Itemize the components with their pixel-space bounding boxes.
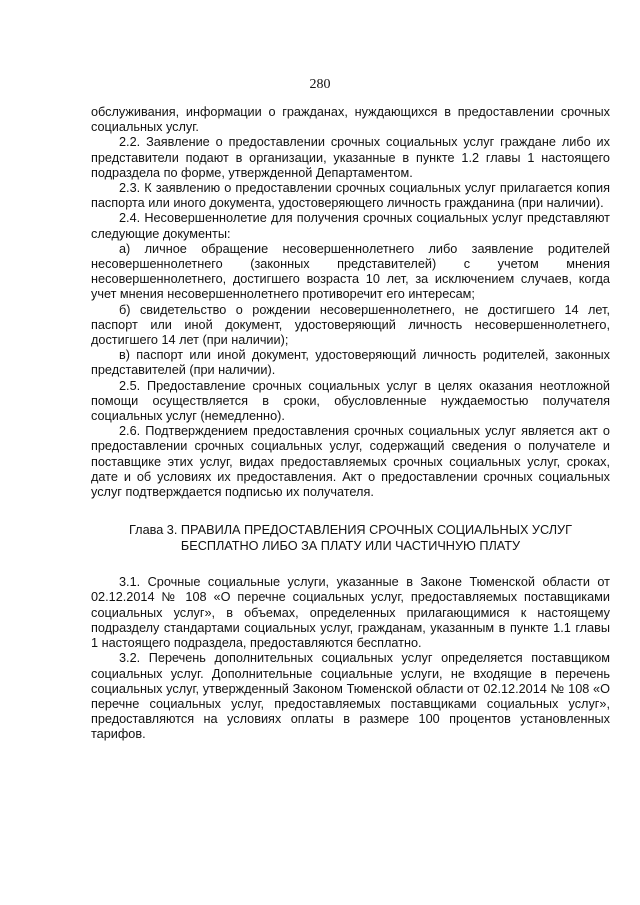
- chapter-heading-line-1: Глава 3. ПРАВИЛА ПРЕДОСТАВЛЕНИЯ СРОЧНЫХ СОЦИАЛЬНЫХ УСЛУГ: [129, 523, 572, 538]
- paragraph-2-5: 2.5. Предоставление срочных социальных услуг в целях оказания неотложной помощи осуществляется в сроки, обусловленные нуждаемостью получателя социальных услуг (немедленно).: [91, 378, 610, 424]
- document-body: [91, 105, 610, 743]
- paragraph-2-2: 2.2. Заявление о предоставлении срочных социальных услуг граждане либо их представители подают в организации, указанные в пункте 1.2 главы 1 настоящего подраздела по форме, утвержденной Департаментом.: [91, 135, 610, 180]
- paragraph-3-1: 3.1. Срочные социальные услуги, указанные в Законе Тюменской области от 02.12.2014 № 108 «О перечне социальных услуг, предоставляемых поставщиками социальных услуг», в объемах, определенных прилагающимися к настоящему подразделу стандартами социальных услуг, гражданам, указанным в пункте 1.1 главы 1 настоящего подраздела, предоставляются бесплатно.: [91, 575, 610, 651]
- page-number: 280: [309, 77, 331, 92]
- paragraph-2-4: 2.4. Несовершеннолетие для получения срочных социальных услуг представляют следующие документы:: [91, 211, 610, 241]
- chapter-heading: [91, 522, 610, 554]
- paragraph-2-3: 2.3. К заявлению о предоставлении срочных социальных услуг прилагается копия паспорта или иного документа, удостоверяющего личность гражданина (при наличии).: [91, 181, 610, 211]
- paragraph-3-2: 3.2. Перечень дополнительных социальных услуг определяется поставщиком социальных услуг. Дополнительные социальные услуги, не входящие в перечень социальных услуг, утвержденный Законом Тюменской области от 02.12.2014 № 108 «О перечне социальных услуг, предоставляемых поставщиками социальных услуг», предоставляются на условиях оплаты в размере 100 процентов установленных тарифов.: [91, 651, 610, 742]
- paragraph-2-6: 2.6. Подтверждением предоставления срочных социальных услуг является акт о предоставлении срочных социальных услуг, содержащий сведения о получателе и поставщике этих услуг, видах предоставляемых срочных социальных услуг, сроках, дате и об условиях их предоставления. Акт о предоставлении срочных социальных услуг подтверждается подписью их получателя.: [91, 424, 610, 500]
- paragraph-2-4-b: б) свидетельство о рождении несовершеннолетнего, не достигшего 14 лет, паспорт или иной документ, удостоверяющий личность несовершеннолетнего, достигшего 14 лет (при наличии);: [91, 302, 610, 348]
- paragraph-2-1-end: обслуживания, информации о гражданах, нуждающихся в предоставлении срочных социальных услуг.: [91, 105, 610, 135]
- paragraph-2-4-a: а) личное обращение несовершеннолетнего либо заявление родителей несовершеннолетнего (законных представителей) с учетом мнения несовершеннолетнего, достигшего возраста 10 лет, за исключением случаев, когда учет мнения несовершеннолетнего противоречит его интересам;: [91, 241, 610, 302]
- paragraph-2-4-v: в) паспорт или иной документ, удостоверяющий личность родителей, законных представителей (при наличии).: [91, 348, 610, 378]
- chapter-heading-line-2: БЕСПЛАТНО ЛИБО ЗА ПЛАТУ ИЛИ ЧАСТИЧНУЮ ПЛАТУ: [180, 539, 521, 554]
